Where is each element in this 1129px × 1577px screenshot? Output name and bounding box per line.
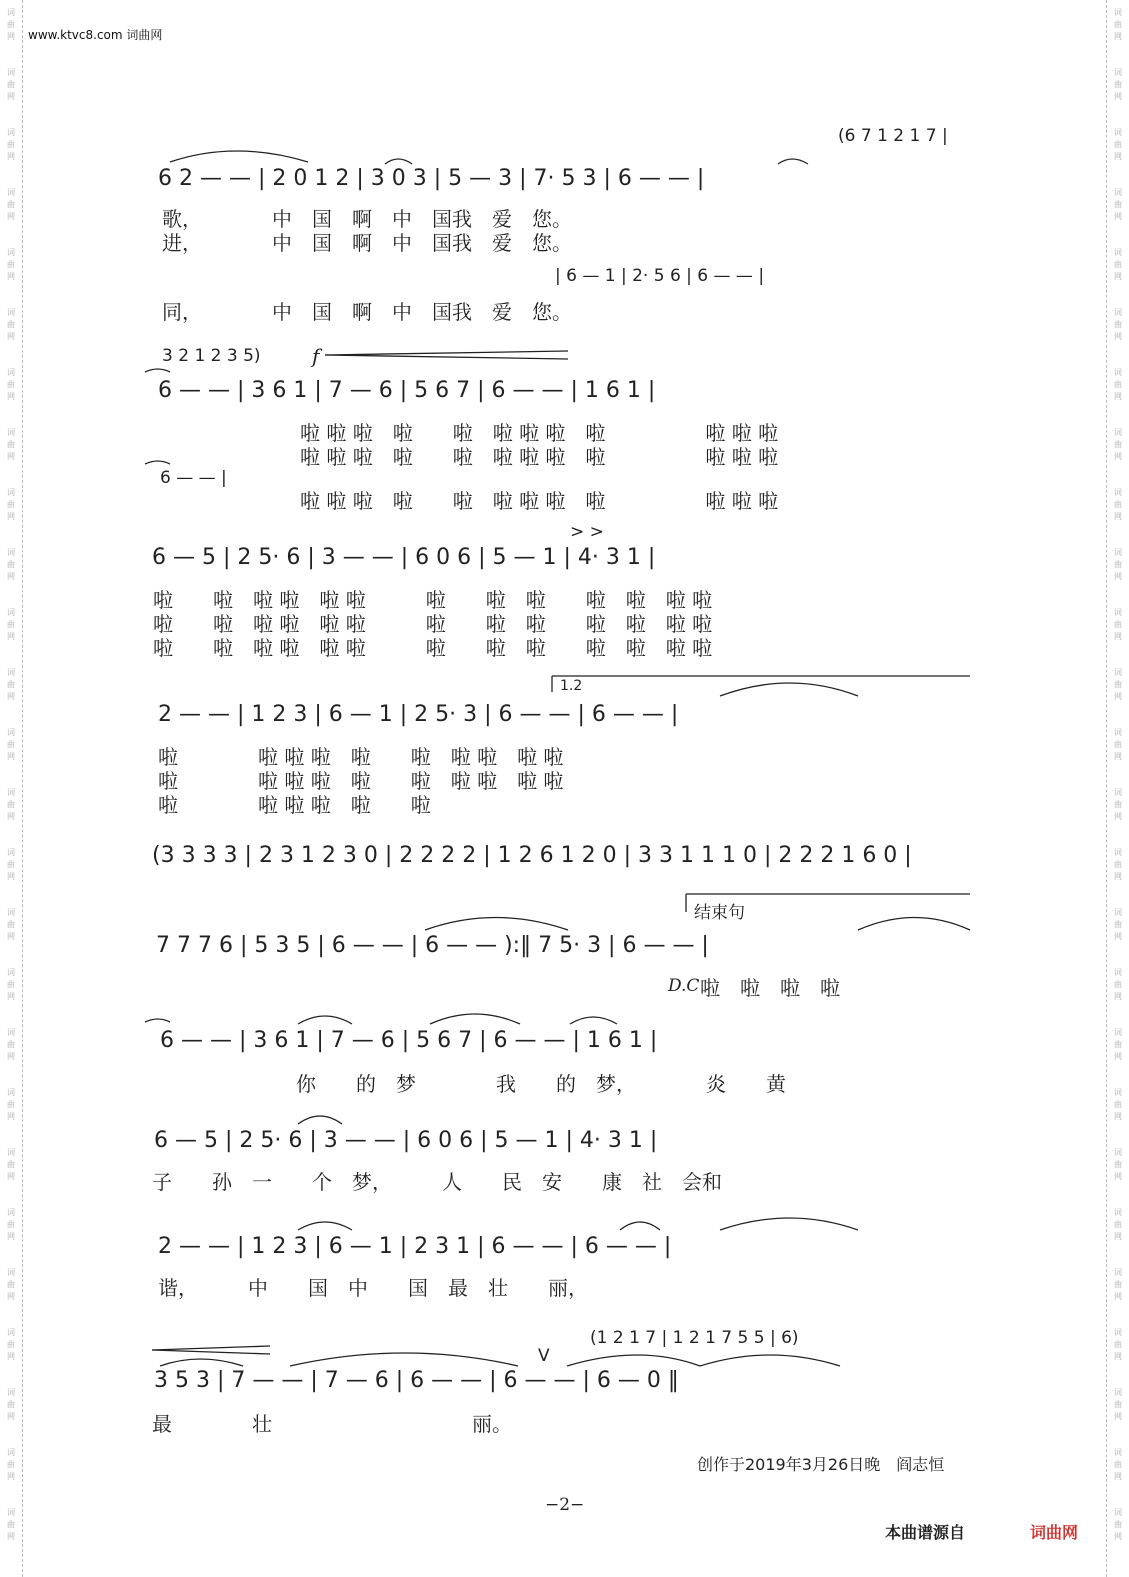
margin-watermark-char: 曲 xyxy=(1114,860,1122,869)
site-header: www.ktvc8.com 词曲网 xyxy=(28,28,163,42)
source-label: 本曲谱源自 xyxy=(885,1523,966,1542)
margin-watermark-char: 词 xyxy=(7,248,15,257)
margin-watermark-char: 曲 xyxy=(7,920,15,929)
margin-watermark-char: 词 xyxy=(1114,1088,1122,1097)
margin-watermark-char: 词 xyxy=(7,8,15,17)
margin-watermark-char: 曲 xyxy=(7,20,15,29)
margin-watermark-char: 曲 xyxy=(1114,1460,1122,1469)
margin-watermark-char: 网 xyxy=(7,752,15,761)
margin-watermark-char: 网 xyxy=(1114,32,1122,41)
margin-watermark-char: 词 xyxy=(7,188,15,197)
margin-watermark-char: 词 xyxy=(1114,1328,1122,1337)
margin-watermark-char: 网 xyxy=(1114,752,1122,761)
lyric-row-6: 啦 啦 啦 啦 xyxy=(700,976,840,1000)
margin-watermark-char: 曲 xyxy=(7,500,15,509)
margin-watermark-char: 词 xyxy=(1114,1448,1122,1457)
lyric-row-1b: 进， 中 国 啊 中 国我 爱 您。 xyxy=(162,231,572,255)
margin-watermark-char: 网 xyxy=(1114,332,1122,341)
margin-watermark-char: 曲 xyxy=(1114,440,1122,449)
margin-watermark-char: 词 xyxy=(1114,668,1122,677)
margin-watermark-char: 曲 xyxy=(7,1100,15,1109)
margin-watermark-char: 词 xyxy=(7,608,15,617)
margin-watermark-char: 词 xyxy=(1114,1508,1122,1517)
margin-watermark-char: 曲 xyxy=(7,140,15,149)
notes-row-3: 6 — 5 | 2 5· 6 | 3 — — | 6 0 6 | 5 — 1 | 4· 3 1 | xyxy=(152,545,656,570)
margin-watermark-char: 网 xyxy=(7,932,15,941)
margin-watermark-char: 网 xyxy=(1114,272,1122,281)
margin-watermark-char: 词 xyxy=(7,1448,15,1457)
margin-watermark-char: 网 xyxy=(1114,392,1122,401)
margin-watermark-char: 词 xyxy=(1114,1208,1122,1217)
margin-watermark-char: 网 xyxy=(1114,872,1122,881)
margin-watermark-char: 网 xyxy=(1114,1232,1122,1241)
lyric-row-3c: 啦 啦 啦 啦 啦 啦 啦 啦 啦 啦 啦 啦 啦 xyxy=(153,636,713,660)
margin-watermark-char: 网 xyxy=(7,692,15,701)
margin-watermark-char: 词 xyxy=(1114,188,1122,197)
margin-watermark-char: 网 xyxy=(1114,1472,1122,1481)
margin-watermark-char: 词 xyxy=(7,1148,15,1157)
margin-watermark-char: 曲 xyxy=(1114,20,1122,29)
margin-watermark-char: 词 xyxy=(1114,248,1122,257)
margin-watermark-char: 网 xyxy=(7,332,15,341)
margin-watermark-char: 网 xyxy=(7,512,15,521)
lyric-row-4b: 啦 啦 啦 啦 啦 啦 啦 啦 啦 啦 xyxy=(158,769,564,793)
breath-mark: V xyxy=(538,1346,550,1366)
page-number: −2− xyxy=(545,1495,585,1515)
intro-notes-r10: (1 2 1 7 | 1 2 1 7 5 5 | 6) xyxy=(590,1328,799,1348)
margin-watermark-char: 词 xyxy=(1114,1388,1122,1397)
margin-watermark-char: 网 xyxy=(1114,1052,1122,1061)
margin-watermark-char: 曲 xyxy=(7,680,15,689)
margin-watermark-char: 网 xyxy=(7,1532,15,1541)
margin-watermark-char: 曲 xyxy=(1114,1220,1122,1229)
source-brand-link[interactable]: 词曲网 xyxy=(1030,1523,1079,1542)
margin-watermark-char: 词 xyxy=(1114,488,1122,497)
margin-watermark-char: 曲 xyxy=(1114,500,1122,509)
margin-watermark-char: 网 xyxy=(7,632,15,641)
margin-watermark-char: 词 xyxy=(1114,308,1122,317)
notes-row-5: (3 3 3 3 | 2 3 1 2 3 0 | 2 2 2 2 | 1 2 6 1 2 0 | 3 3 1 1 1 0 | 2 2 2 1 6 0 | xyxy=(152,843,912,868)
margin-watermark-char: 曲 xyxy=(7,1400,15,1409)
margin-watermark-char: 曲 xyxy=(7,1460,15,1469)
margin-watermark-char: 词 xyxy=(7,368,15,377)
margin-watermark-char: 曲 xyxy=(7,740,15,749)
notes-row-4: 2 — — | 1 2 3 | 6 — 1 | 2 5· 3 | 6 — — | 6 — — | xyxy=(158,702,679,727)
margin-watermark-char: 曲 xyxy=(1114,980,1122,989)
margin-watermark-char: 词 xyxy=(7,1268,15,1277)
margin-watermark-char: 网 xyxy=(7,1352,15,1361)
margin-watermark-char: 曲 xyxy=(1114,320,1122,329)
margin-watermark-char: 曲 xyxy=(1114,1160,1122,1169)
margin-watermark-char: 曲 xyxy=(7,800,15,809)
margin-watermark-char: 词 xyxy=(1114,368,1122,377)
margin-watermark-char: 曲 xyxy=(1114,560,1122,569)
margin-watermark-char: 词 xyxy=(7,128,15,137)
lyric-row-2a: 啦 啦 啦 啦 啦 啦 啦 啦 啦 啦 啦 啦 xyxy=(300,421,779,445)
margin-watermark-char: 网 xyxy=(1114,92,1122,101)
margin-watermark-char: 曲 xyxy=(7,1340,15,1349)
intro-notes-r1: (6 7 1 2 1 7 | xyxy=(838,126,948,146)
alt-lyric-row-1: 同， 中 国 啊 中 国我 爱 您。 xyxy=(162,300,572,324)
lyric-row-1a: 歌， 中 国 啊 中 国我 爱 您。 xyxy=(162,207,572,231)
margin-watermark-char: 词 xyxy=(7,728,15,737)
margin-watermark-char: 曲 xyxy=(1114,1280,1122,1289)
margin-watermark-char: 曲 xyxy=(7,1280,15,1289)
margin-watermark-char: 网 xyxy=(7,272,15,281)
margin-watermark-char: 网 xyxy=(7,992,15,1001)
margin-watermark-char: 词 xyxy=(1114,728,1122,737)
margin-watermark-char: 网 xyxy=(1114,692,1122,701)
margin-watermark-char: 曲 xyxy=(7,1040,15,1049)
lyric-row-3b: 啦 啦 啦 啦 啦 啦 啦 啦 啦 啦 啦 啦 啦 xyxy=(153,612,713,636)
margin-watermark-char: 词 xyxy=(1114,548,1122,557)
lyric-row-10: 最 壮 丽。 xyxy=(152,1412,512,1436)
lyric-row-3a: 啦 啦 啦 啦 啦 啦 啦 啦 啦 啦 啦 啦 啦 xyxy=(153,588,713,612)
margin-watermark-char: 曲 xyxy=(7,260,15,269)
margin-watermark-char: 曲 xyxy=(7,440,15,449)
margin-watermark-char: 网 xyxy=(1114,452,1122,461)
lyric-row-4c: 啦 啦 啦 啦 啦 啦 xyxy=(158,793,431,817)
notes-row-2: 6 — — | 3 6 1 | 7 — 6 | 5 6 7 | 6 — — | 1 6 1 | xyxy=(158,378,656,403)
margin-watermark-char: 曲 xyxy=(7,860,15,869)
alt-lyric-row-2: 啦 啦 啦 啦 啦 啦 啦 啦 啦 啦 啦 啦 xyxy=(300,489,779,513)
margin-watermark-char: 词 xyxy=(7,1028,15,1037)
margin-watermark-char: 曲 xyxy=(1114,800,1122,809)
margin-watermark-char: 网 xyxy=(7,1472,15,1481)
notes-row-7: 6 — — | 3 6 1 | 7 — 6 | 5 6 7 | 6 — — | 1 6 1 | xyxy=(160,1028,658,1053)
margin-watermark-char: 曲 xyxy=(7,200,15,209)
margin-watermark-char: 网 xyxy=(1114,1292,1122,1301)
alt-notes-row-2: 6 — — | xyxy=(160,468,227,488)
notes-row-10: 3 5 3 | 7 — — | 7 — 6 | 6 — — | 6 — — | 6 — 0 ‖ xyxy=(154,1368,679,1393)
margin-watermark-char: 网 xyxy=(1114,1172,1122,1181)
margin-watermark-char: 词 xyxy=(7,308,15,317)
margin-watermark-char: 网 xyxy=(1114,1532,1122,1541)
margin-watermark-char: 曲 xyxy=(7,980,15,989)
volta-label: 1.2 xyxy=(560,678,583,694)
margin-watermark-char: 曲 xyxy=(7,320,15,329)
margin-watermark-char: 网 xyxy=(1114,932,1122,941)
margin-watermark-char: 网 xyxy=(1114,1412,1122,1421)
margin-watermark-char: 网 xyxy=(7,872,15,881)
margin-watermark-char: 网 xyxy=(7,812,15,821)
margin-watermark-char: 词 xyxy=(1114,128,1122,137)
margin-watermark-char: 曲 xyxy=(7,380,15,389)
margin-watermark-char: 网 xyxy=(7,452,15,461)
margin-watermark-char: 词 xyxy=(7,668,15,677)
margin-watermark-char: 网 xyxy=(7,92,15,101)
margin-watermark-char: 曲 xyxy=(7,80,15,89)
margin-watermark-char: 网 xyxy=(1114,992,1122,1001)
lyric-row-4a: 啦 啦 啦 啦 啦 啦 啦 啦 啦 啦 xyxy=(158,745,564,769)
margin-watermark-char: 曲 xyxy=(1114,140,1122,149)
margin-watermark-char: 词 xyxy=(1114,608,1122,617)
margin-watermark-char: 网 xyxy=(1114,632,1122,641)
margin-watermark-char: 词 xyxy=(1114,968,1122,977)
margin-watermark-char: 曲 xyxy=(1114,1340,1122,1349)
alt-notes-row-1: | 6 — 1 | 2· 5 6 | 6 — — | xyxy=(555,266,765,286)
margin-watermark-char: 词 xyxy=(7,1508,15,1517)
margin-watermark-char: 网 xyxy=(7,152,15,161)
margin-watermark-char: 网 xyxy=(7,1232,15,1241)
margin-watermark-char: 网 xyxy=(7,1112,15,1121)
lyric-row-8: 子 孙 一 个 梦， 人 民 安 康 社 会和 xyxy=(152,1170,722,1194)
margin-watermark-char: 曲 xyxy=(1114,920,1122,929)
margin-watermark-char: 曲 xyxy=(1114,380,1122,389)
margin-watermark-char: 词 xyxy=(7,488,15,497)
margin-watermark-char: 词 xyxy=(7,788,15,797)
margin-watermark-char: 网 xyxy=(7,32,15,41)
margin-watermark-char: 曲 xyxy=(7,560,15,569)
margin-watermark-char: 词 xyxy=(1114,428,1122,437)
lyric-row-7: 你 的 梦 我 的 梦， 炎 黄 xyxy=(296,1072,786,1096)
margin-watermark-char: 网 xyxy=(7,212,15,221)
margin-watermark-char: 网 xyxy=(1114,1352,1122,1361)
margin-watermark-char: 曲 xyxy=(1114,620,1122,629)
margin-watermark-char: 网 xyxy=(1114,572,1122,581)
dc-mark: D.C xyxy=(668,976,700,996)
margin-watermark-char: 词 xyxy=(1114,908,1122,917)
notes-row-6: 7 7 7 6 | 5 3 5 | 6 — — | 6 — — ):‖ 7 5· 3 | 6 — — | xyxy=(156,933,709,958)
margin-watermark-char: 词 xyxy=(1114,68,1122,77)
margin-watermark-char: 曲 xyxy=(1114,1520,1122,1529)
notes-row-1: 6 2 — — | 2 0 1 2 | 3 0 3 | 5 — 3 | 7· 5 3 | 6 — — | xyxy=(158,166,705,191)
margin-watermark-char: 词 xyxy=(1114,8,1122,17)
margin-watermark-char: 网 xyxy=(1114,152,1122,161)
lyric-row-2b: 啦 啦 啦 啦 啦 啦 啦 啦 啦 啦 啦 啦 xyxy=(300,445,779,469)
composition-note: 创作于2019年3月26日晚 阎志恒 xyxy=(697,1455,945,1474)
notes-row-9: 2 — — | 1 2 3 | 6 — 1 | 2 3 1 | 6 — — | 6 — — | xyxy=(158,1234,672,1259)
notes-row-8: 6 — 5 | 2 5· 6 | 3 — — | 6 0 6 | 5 — 1 | 4· 3 1 | xyxy=(154,1128,658,1153)
margin-watermark-char: 网 xyxy=(7,1412,15,1421)
margin-watermark-char: 词 xyxy=(7,1388,15,1397)
margin-watermark-char: 曲 xyxy=(7,1520,15,1529)
margin-watermark-char: 词 xyxy=(1114,1028,1122,1037)
margin-watermark-char: 网 xyxy=(7,1292,15,1301)
margin-watermark-char: 网 xyxy=(1114,212,1122,221)
margin-watermark-char: 词 xyxy=(7,1328,15,1337)
margin-watermark-char: 网 xyxy=(7,1172,15,1181)
margin-watermark-char: 曲 xyxy=(1114,1100,1122,1109)
margin-watermark-char: 曲 xyxy=(1114,1400,1122,1409)
margin-watermark-char: 词 xyxy=(7,908,15,917)
margin-watermark-char: 网 xyxy=(7,392,15,401)
margin-watermark-char: 词 xyxy=(7,548,15,557)
margin-watermark-char: 网 xyxy=(1114,812,1122,821)
margin-watermark-char: 曲 xyxy=(1114,1040,1122,1049)
dynamic-mark: f xyxy=(312,344,320,368)
margin-watermark-char: 词 xyxy=(1114,1268,1122,1277)
margin-watermark-char: 词 xyxy=(7,1088,15,1097)
margin-watermark-char: 曲 xyxy=(1114,740,1122,749)
margin-watermark-char: 词 xyxy=(1114,1148,1122,1157)
margin-watermark-char: 词 xyxy=(7,428,15,437)
margin-watermark-char: 词 xyxy=(7,968,15,977)
margin-watermark-char: 曲 xyxy=(1114,260,1122,269)
margin-watermark-char: 曲 xyxy=(1114,680,1122,689)
accent-marks: > > xyxy=(570,522,604,542)
pre-notes-r2: 3 2 1 2 3 5) xyxy=(162,346,261,366)
margin-watermark-char: 词 xyxy=(1114,848,1122,857)
margin-watermark-char: 曲 xyxy=(7,1220,15,1229)
margin-watermark-char: 曲 xyxy=(1114,200,1122,209)
margin-watermark-char: 网 xyxy=(7,572,15,581)
margin-watermark-char: 词 xyxy=(7,68,15,77)
margin-watermark-char: 网 xyxy=(1114,512,1122,521)
margin-watermark-char: 曲 xyxy=(1114,80,1122,89)
margin-watermark-char: 网 xyxy=(1114,1112,1122,1121)
margin-watermark-char: 曲 xyxy=(7,1160,15,1169)
margin-watermark-char: 网 xyxy=(7,1052,15,1061)
margin-watermark-char: 曲 xyxy=(7,620,15,629)
margin-watermark-char: 词 xyxy=(1114,788,1122,797)
margin-watermark-char: 词 xyxy=(7,848,15,857)
ending-label: 结束句 xyxy=(694,903,745,923)
lyric-row-9: 谐， 中 国 中 国 最 壮 丽， xyxy=(158,1276,588,1300)
margin-watermark-char: 词 xyxy=(7,1208,15,1217)
